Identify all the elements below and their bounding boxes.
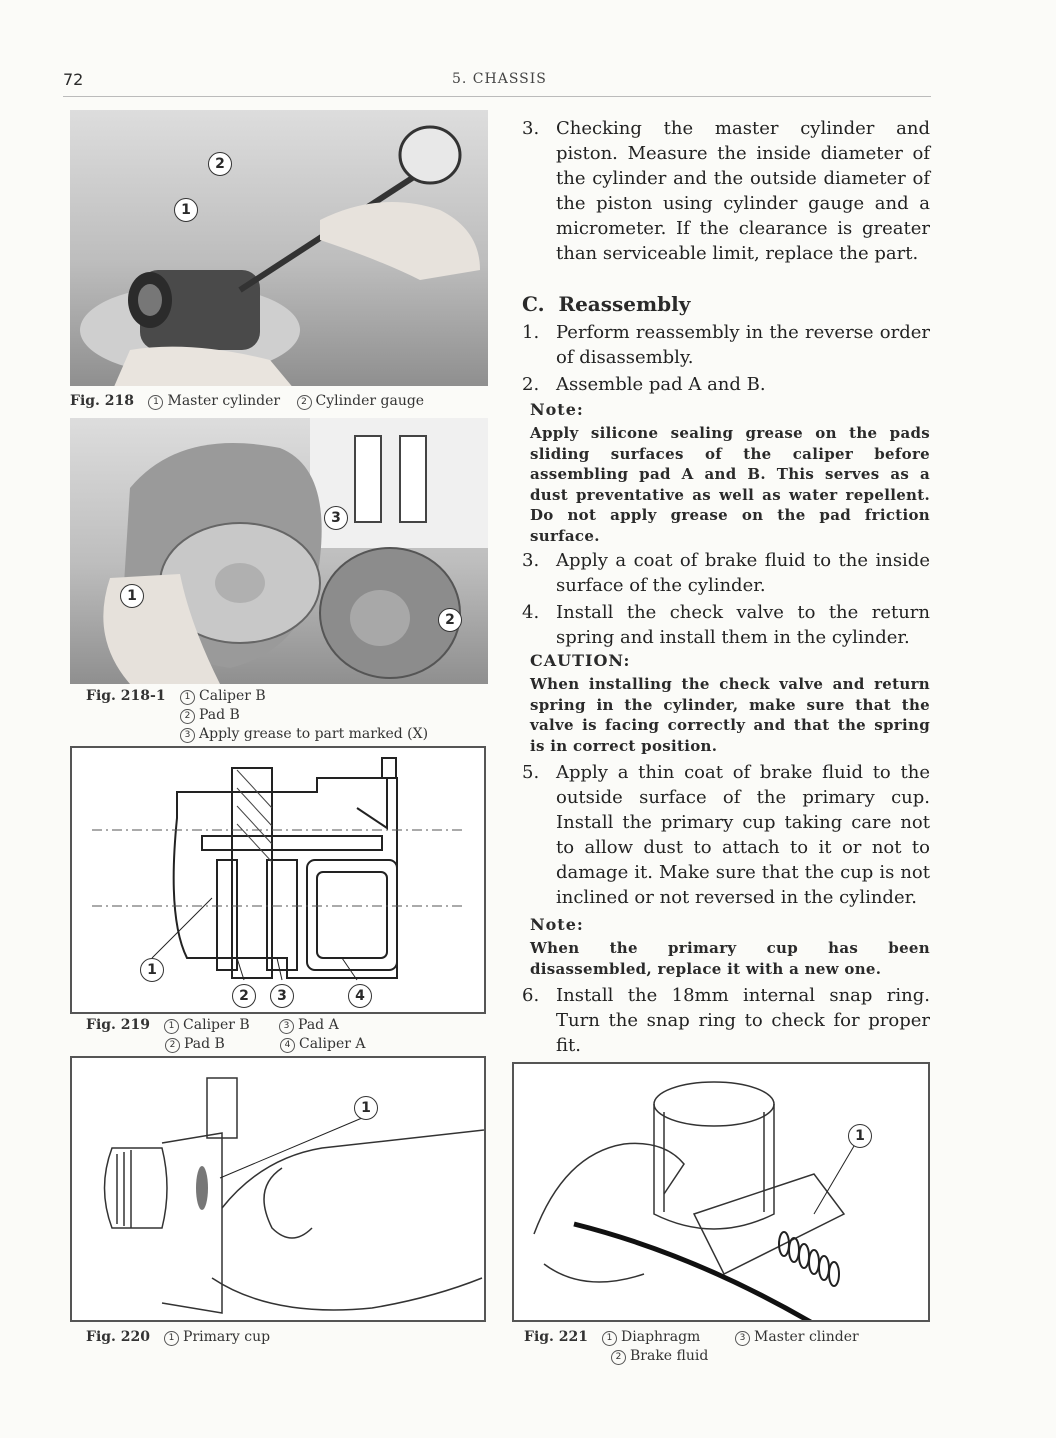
right-column-text: [522, 116, 930, 1058]
callout-1: 1: [174, 198, 198, 222]
reassembly-step-5: [522, 760, 930, 910]
fig218-1-label: Fig. 218-1: [86, 688, 166, 704]
callout-2: 2: [438, 608, 462, 632]
callout-1: 1: [140, 958, 164, 982]
fig218-photo: [70, 110, 488, 386]
circled-2: 2: [297, 395, 312, 410]
callout-2: 2: [208, 152, 232, 176]
note-label: Note:: [530, 915, 584, 934]
step-number: 3.: [522, 550, 540, 571]
step-text: Assemble pad A and B.: [556, 374, 766, 395]
circled-3: 3: [180, 728, 195, 743]
caution-text: When installing the check valve and return spring in the cylinder, make sure that the valve is facing correctly and that the spring is in correct position.: [530, 675, 930, 755]
circled-3: 3: [735, 1331, 750, 1346]
section-title: 5. CHASSIS: [452, 71, 547, 87]
fig219-caption: [86, 1016, 486, 1054]
fig218-item-2: Cylinder gauge: [315, 393, 425, 409]
step-text: Perform reassembly in the reverse order of disassembly.: [556, 322, 930, 368]
note-label: Note:: [530, 400, 584, 419]
fig218-1-item-2: Pad B: [199, 707, 240, 723]
note-text: Apply silicone sealing grease on the pads sliding surfaces of the caliper before assembling pad A and B. This serves as a dust preventative as well as water repellent. Do not apply grease on the pad friction surface.: [530, 424, 930, 545]
fig220-caption: [86, 1328, 486, 1347]
fig218-1-item-3: Apply grease to part marked (X): [199, 726, 429, 742]
fig221-item-2: Brake fluid: [630, 1348, 709, 1364]
callout-3: 3: [324, 506, 348, 530]
reassembly-step-3: [522, 548, 930, 598]
circled-2: 2: [180, 709, 195, 724]
fig218-1-photo: [70, 418, 488, 684]
primary-cup-illustration: [72, 1058, 484, 1320]
step-text: Apply a thin coat of brake fluid to the outside surface of the primary cup. Install the primary cup taking care not to allow dust to attach to it or not to damage it. Make sure that the cup is not inclined or not reversed in the cylinder.: [556, 762, 930, 908]
reassembly-step-1: [522, 320, 930, 370]
callout-1: 1: [354, 1096, 378, 1120]
fig220-item-1: Primary cup: [183, 1329, 271, 1345]
fig220-drawing: [70, 1056, 486, 1322]
fig221-item-1: Diaphragm: [621, 1329, 701, 1345]
callout-1: 1: [848, 1124, 872, 1148]
step-text: Apply a coat of brake fluid to the inside surface of the cylinder.: [556, 550, 930, 596]
fig221-label: Fig. 221: [524, 1329, 589, 1345]
fig218-label: Fig. 218: [70, 393, 135, 409]
circled-1: 1: [164, 1331, 179, 1346]
circled-1: 1: [148, 395, 163, 410]
callout-4: 4: [348, 984, 372, 1008]
header-divider: [63, 96, 931, 97]
step-number: 2.: [522, 374, 540, 395]
master-cylinder-gauge-illustration: [70, 110, 488, 386]
callout-1: 1: [120, 584, 144, 608]
fig221-drawing: [512, 1062, 930, 1322]
step-number: 1.: [522, 322, 540, 343]
circled-3: 3: [279, 1019, 294, 1034]
fig219-label: Fig. 219: [86, 1017, 151, 1033]
fig219-item-4: Caliper A: [299, 1036, 366, 1052]
fig219-drawing: [70, 746, 486, 1014]
fig219-item-1: Caliper B: [183, 1017, 250, 1033]
caliper-pad-illustration: [70, 418, 488, 684]
fig218-1-item-1: Caliper B: [199, 688, 266, 704]
fig219-item-3: Pad A: [298, 1017, 339, 1033]
circled-2: 2: [165, 1038, 180, 1053]
reassembly-heading: C. Reassembly: [522, 292, 691, 316]
caliper-section-diagram: [72, 748, 484, 1012]
diaphragm-illustration: [514, 1064, 928, 1320]
caution-label: CAUTION:: [530, 651, 631, 670]
circled-2: 2: [611, 1350, 626, 1365]
step-3-checking: [522, 116, 930, 266]
step-text: Install the check valve to the return spring and install them in the cylinder.: [556, 602, 930, 648]
fig218-1-caption: [86, 687, 486, 744]
reassembly-step-6: [522, 983, 930, 1058]
fig221-item-3: Master clinder: [754, 1329, 859, 1345]
step-number: 6.: [522, 985, 540, 1006]
circled-4: 4: [280, 1038, 295, 1053]
callout-3: 3: [270, 984, 294, 1008]
note-text: When the primary cup has been disassembled, replace it with a new one.: [530, 939, 930, 978]
fig218-item-1: Master cylinder: [167, 393, 281, 409]
fig221-caption: [524, 1328, 924, 1366]
reassembly-step-4: [522, 600, 930, 650]
step-number: 3.: [522, 118, 540, 139]
fig220-label: Fig. 220: [86, 1329, 151, 1345]
page-number: 72: [63, 70, 84, 89]
callout-2: 2: [232, 984, 256, 1008]
reassembly-step-2: [522, 372, 930, 397]
circled-1: 1: [180, 690, 195, 705]
fig219-item-2: Pad B: [184, 1036, 225, 1052]
circled-1: 1: [602, 1331, 617, 1346]
step-number: 4.: [522, 602, 540, 623]
circled-1: 1: [164, 1019, 179, 1034]
fig218-caption: [70, 392, 490, 411]
step-text: Install the 18mm internal snap ring. Turn the snap ring to check for proper fit.: [556, 985, 930, 1056]
step-number: 5.: [522, 762, 540, 783]
step-text: Checking the master cylinder and piston. Measure the inside diameter of the cylinder and the outside diameter of the piston using cylinder gauge and a micrometer. If the clearance is greater than serviceable limit, replace the part.: [556, 118, 930, 264]
